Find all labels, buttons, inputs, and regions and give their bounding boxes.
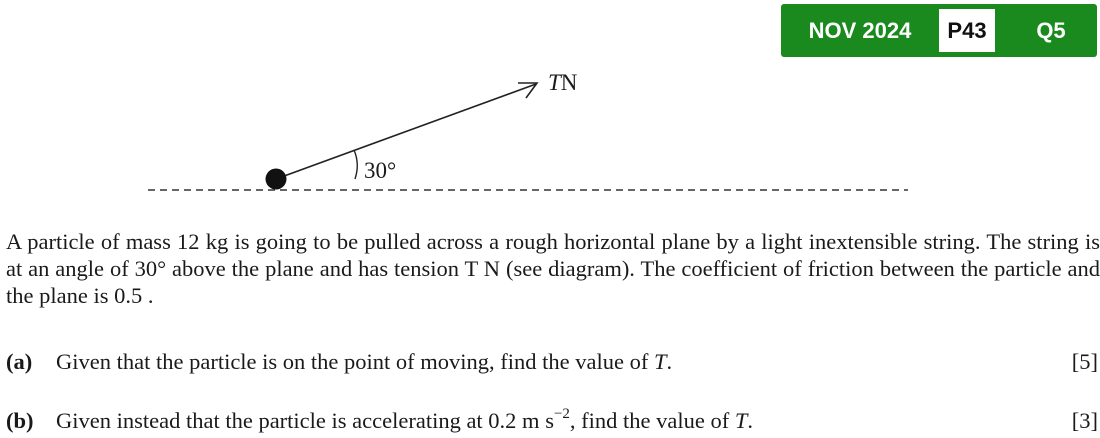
exam-session: NOV 2024 xyxy=(808,18,912,43)
part-label: (b) xyxy=(6,408,34,433)
tension-label: TN xyxy=(548,70,578,95)
part-marks: [5] xyxy=(1071,349,1098,374)
particle xyxy=(266,169,287,190)
question-part-b xyxy=(6,406,1100,436)
exam-tag xyxy=(781,4,1097,57)
angle-label: 30° xyxy=(364,158,397,183)
angle-arc xyxy=(354,150,357,179)
part-marks: [3] xyxy=(1071,408,1098,433)
question-number: Q5 xyxy=(1036,18,1066,43)
part-text: Given instead that the particle is accelerating at 0.2 m $s^{-2}$, find the value of T. xyxy=(56,405,754,433)
question-stem: A particle of mass 12 kg is going to be pulled across a rough horizontal plane by a light inextensible string. The string is at an angle of 30° above the plane and has tension T N (see diagram). The coefficient of friction between the particle and the plane is 0.5 . xyxy=(6,229,1100,308)
question-part-a xyxy=(6,347,1100,377)
diagram-drawing xyxy=(0,60,920,200)
part-label: (a) xyxy=(6,349,33,374)
part-text: Given that the particle is on the point of moving, find the value of T. xyxy=(56,349,673,374)
paper-number: P43 xyxy=(939,9,995,52)
force-diagram xyxy=(0,60,920,200)
string-line xyxy=(276,84,536,179)
